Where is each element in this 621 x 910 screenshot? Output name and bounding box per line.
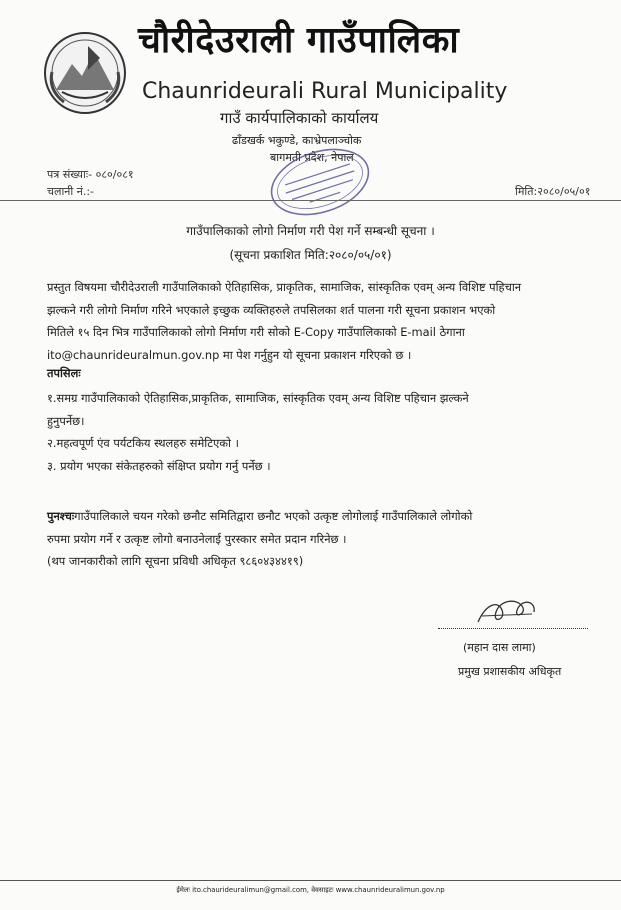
postscript-label: पुनश्चः [47,509,75,523]
signature-line [438,628,588,629]
list-item: ३. प्रयोग भएका संकेतहरुको संक्षिप्त प्रयोग गर्नु पर्नेछ । [47,458,271,473]
notice-subject: गाउँपालिकाको लोगो निर्माण गरी पेश गर्ने सम्बन्धी सूचना । [186,224,435,238]
email-address[interactable]: ito.chaurideuralimun@gmail.com, [192,886,309,894]
municipality-name-english: Chaunrideurali Rural Municipality [142,79,508,104]
address-line-2: बागमती प्रदेश, नेपाल [270,151,354,164]
signatory-title: प्रमुख प्रशासकीय अधिकृत [458,665,562,678]
municipality-name-nepali: चौरीदेउराली गाउँपालिका [138,20,460,61]
signature-icon [472,594,542,630]
conditions-heading: तपसिलः [47,366,81,380]
list-item: २.महत्वपूर्ण एंव पर्यटकिय स्थलहरु समेटिएको । [47,436,239,450]
office-stamp-icon [260,140,380,224]
conditions-list [47,387,469,477]
header-divider [0,200,621,201]
paragraph-line: मितिले १५ दिन भित्र गाउँपालिकाको लोगो निर्माण गरी सोको E-Copy गाउँपालिकाको E-mail ठेगाना [47,325,465,339]
paragraph-line: झल्कने गरी लोगो निर्माण गरिने भएकाले इच्छुक व्यक्तिहरुले तपसिलका शर्त पालना गरी सूचना प्रकाशन भएको [47,302,496,317]
address-line-1: ढाँडखर्क भकुण्डे, काभ्रेपलाञ्चोक [232,134,362,147]
office-name: गाउँ कार्यपालिकाको कार्यालय [220,109,379,127]
list-item: हुनुपर्नेछ। [47,413,85,428]
email-label: ईमेलः [176,886,190,894]
footer-divider [0,880,621,881]
paragraph-line: ito@chaunrideuralmun.gov.np मा पेश गर्नुहुन यो सूचना प्रकाशन गरिएको छ । [47,347,412,362]
postscript-line: गाउँपालिकाले चयन गरेको छनौट समितिद्वारा छनौट भएको उत्कृष्ट लोगोलाई गाउँपालिकाले लोगोको [74,509,473,523]
footer-contact [0,886,621,895]
paragraph-line: प्रस्तुत विषयमा चौरीदेउराली गाउँपालिकाको ऐतिहासिक, प्राकृतिक, सामाजिक, सांस्कृतिक एवम् अन्य विशिष्ट पहिचान [47,280,522,294]
reference-number: पत्र संख्याः- ०८०/०८१ [47,168,134,181]
postscript-line: (थप जानकारीको लागि सूचना प्रविधी अधिकृत ९८६०४३४४१९) [47,554,304,568]
postscript [47,505,472,573]
dispatch-number: चलानी नं.:- [47,185,95,198]
letter-date: मिति:२०८०/०५/०१ [515,185,591,198]
nepal-emblem-icon [42,30,128,116]
postscript-line: रुपमा प्रयोग गर्ने र उत्कृष्ट लोगो बनाउनेलाई पुरस्कार समेत प्रदान गरिनेछ । [47,531,347,546]
website-label: वेवसाइटः [311,886,334,894]
notice-paragraph [47,276,521,366]
signatory-name: (महान दास लामा) [463,641,536,654]
website-link[interactable]: www.chaunrideuralimun.gov.np [335,886,445,894]
publication-date: (सूचना प्रकाशित मिति:२०८०/०५/०१) [229,248,392,262]
list-item: १.समग्र गाउँपालिकाको ऐतिहासिक,प्राकृतिक, सामाजिक, सांस्कृतिक एवम् अन्य विशिष्ट पहिचान झल्कने [47,391,469,405]
